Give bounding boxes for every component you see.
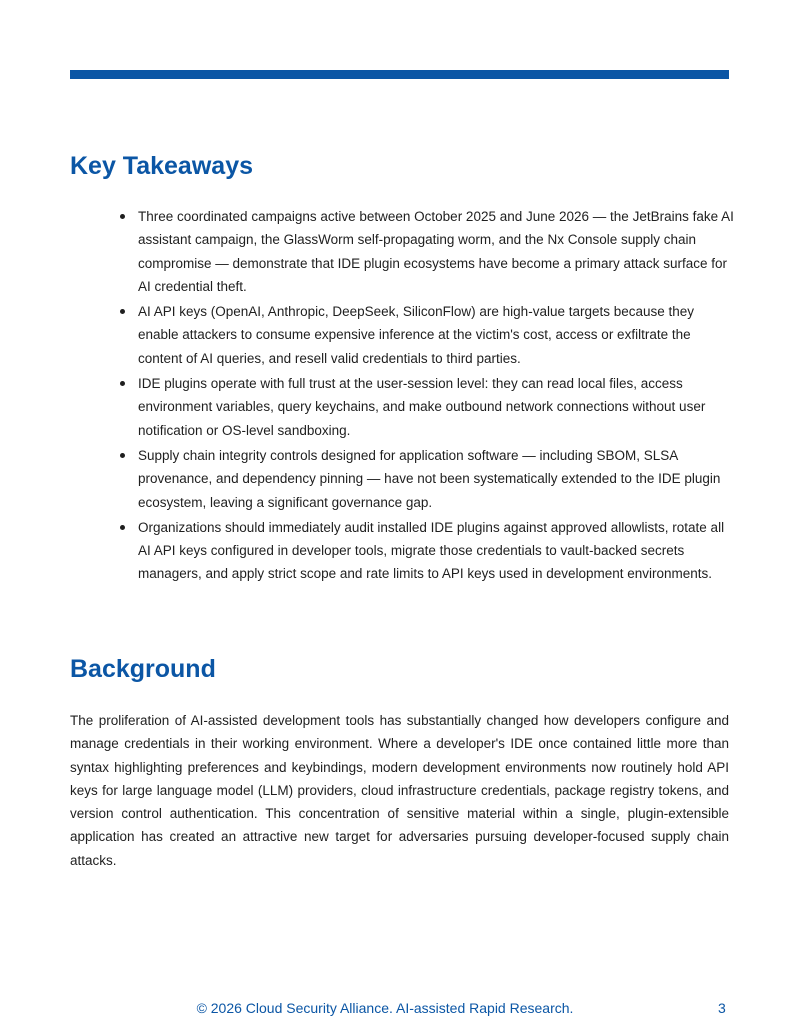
top-rule (70, 70, 729, 79)
list-item (120, 516, 734, 586)
list-item (120, 300, 734, 370)
list-item-text: AI API keys (OpenAI, Anthropic, DeepSeek, SiliconFlow) are high-value targets because they enable attackers to consume expensive inference at the victim's cost, access or exfiltrate the content of AI queries, and resell valid credentials to third parties. (138, 304, 695, 366)
background-heading: Background (70, 655, 216, 683)
bullet-icon (120, 525, 125, 530)
background-paragraph: The proliferation of AI-assisted development tools has substantially changed how developers configure and manage credentials in their working environment. Where a developer's IDE once contained little more than syntax highlighting preferences and keybindings, modern development environments now routinely hold API keys for large language model (LLM) providers, cloud infrastructure credentials, package registry tokens, and version control authentication. This concentration of sensitive material within a single, plugin-extensible application has created an attractive new target for adversaries pursuing developer-focused supply chain attacks. (70, 713, 729, 868)
bullet-icon (120, 453, 125, 458)
list-item-text: IDE plugins operate with full trust at the user-session level: they can read local files, access environment variables, query keychains, and make outbound network connections without user notification or OS-level sandboxing. (138, 376, 706, 438)
list-item-text: Organizations should immediately audit installed IDE plugins against approved allowlists, rotate all AI API keys configured in developer tools, migrate those credentials to vault-backed secrets managers, and apply strict scope and rate limits to API keys used in development environments. (138, 519, 725, 582)
list-item (120, 444, 734, 514)
list-item-text: Supply chain integrity controls designed for application software — including SBOM, SLSA provenance, and dependency pinning — have not been systematically extended to the IDE plugin ecosystem, leaving a significant governance gap. (138, 447, 721, 510)
page-number: 3 (718, 1000, 726, 1016)
bullet-icon (120, 381, 125, 386)
footer-copyright: © 2026 Cloud Security Alliance. AI-assisted Rapid Research. (196, 1000, 574, 1016)
key-takeaways-list (120, 205, 734, 588)
list-item (120, 372, 734, 442)
list-item (120, 205, 734, 298)
bullet-icon (120, 309, 125, 314)
bullet-icon (120, 214, 125, 219)
list-item-text: Three coordinated campaigns active between October 2025 and June 2026 — the JetBrains fake AI assistant campaign, the GlassWorm self-propagating worm, and the Nx Console supply chain compromise — demonstrate that IDE plugin ecosystems have become a primary attack surface for AI credential theft. (138, 209, 734, 294)
key-takeaways-heading: Key Takeaways (70, 152, 253, 180)
